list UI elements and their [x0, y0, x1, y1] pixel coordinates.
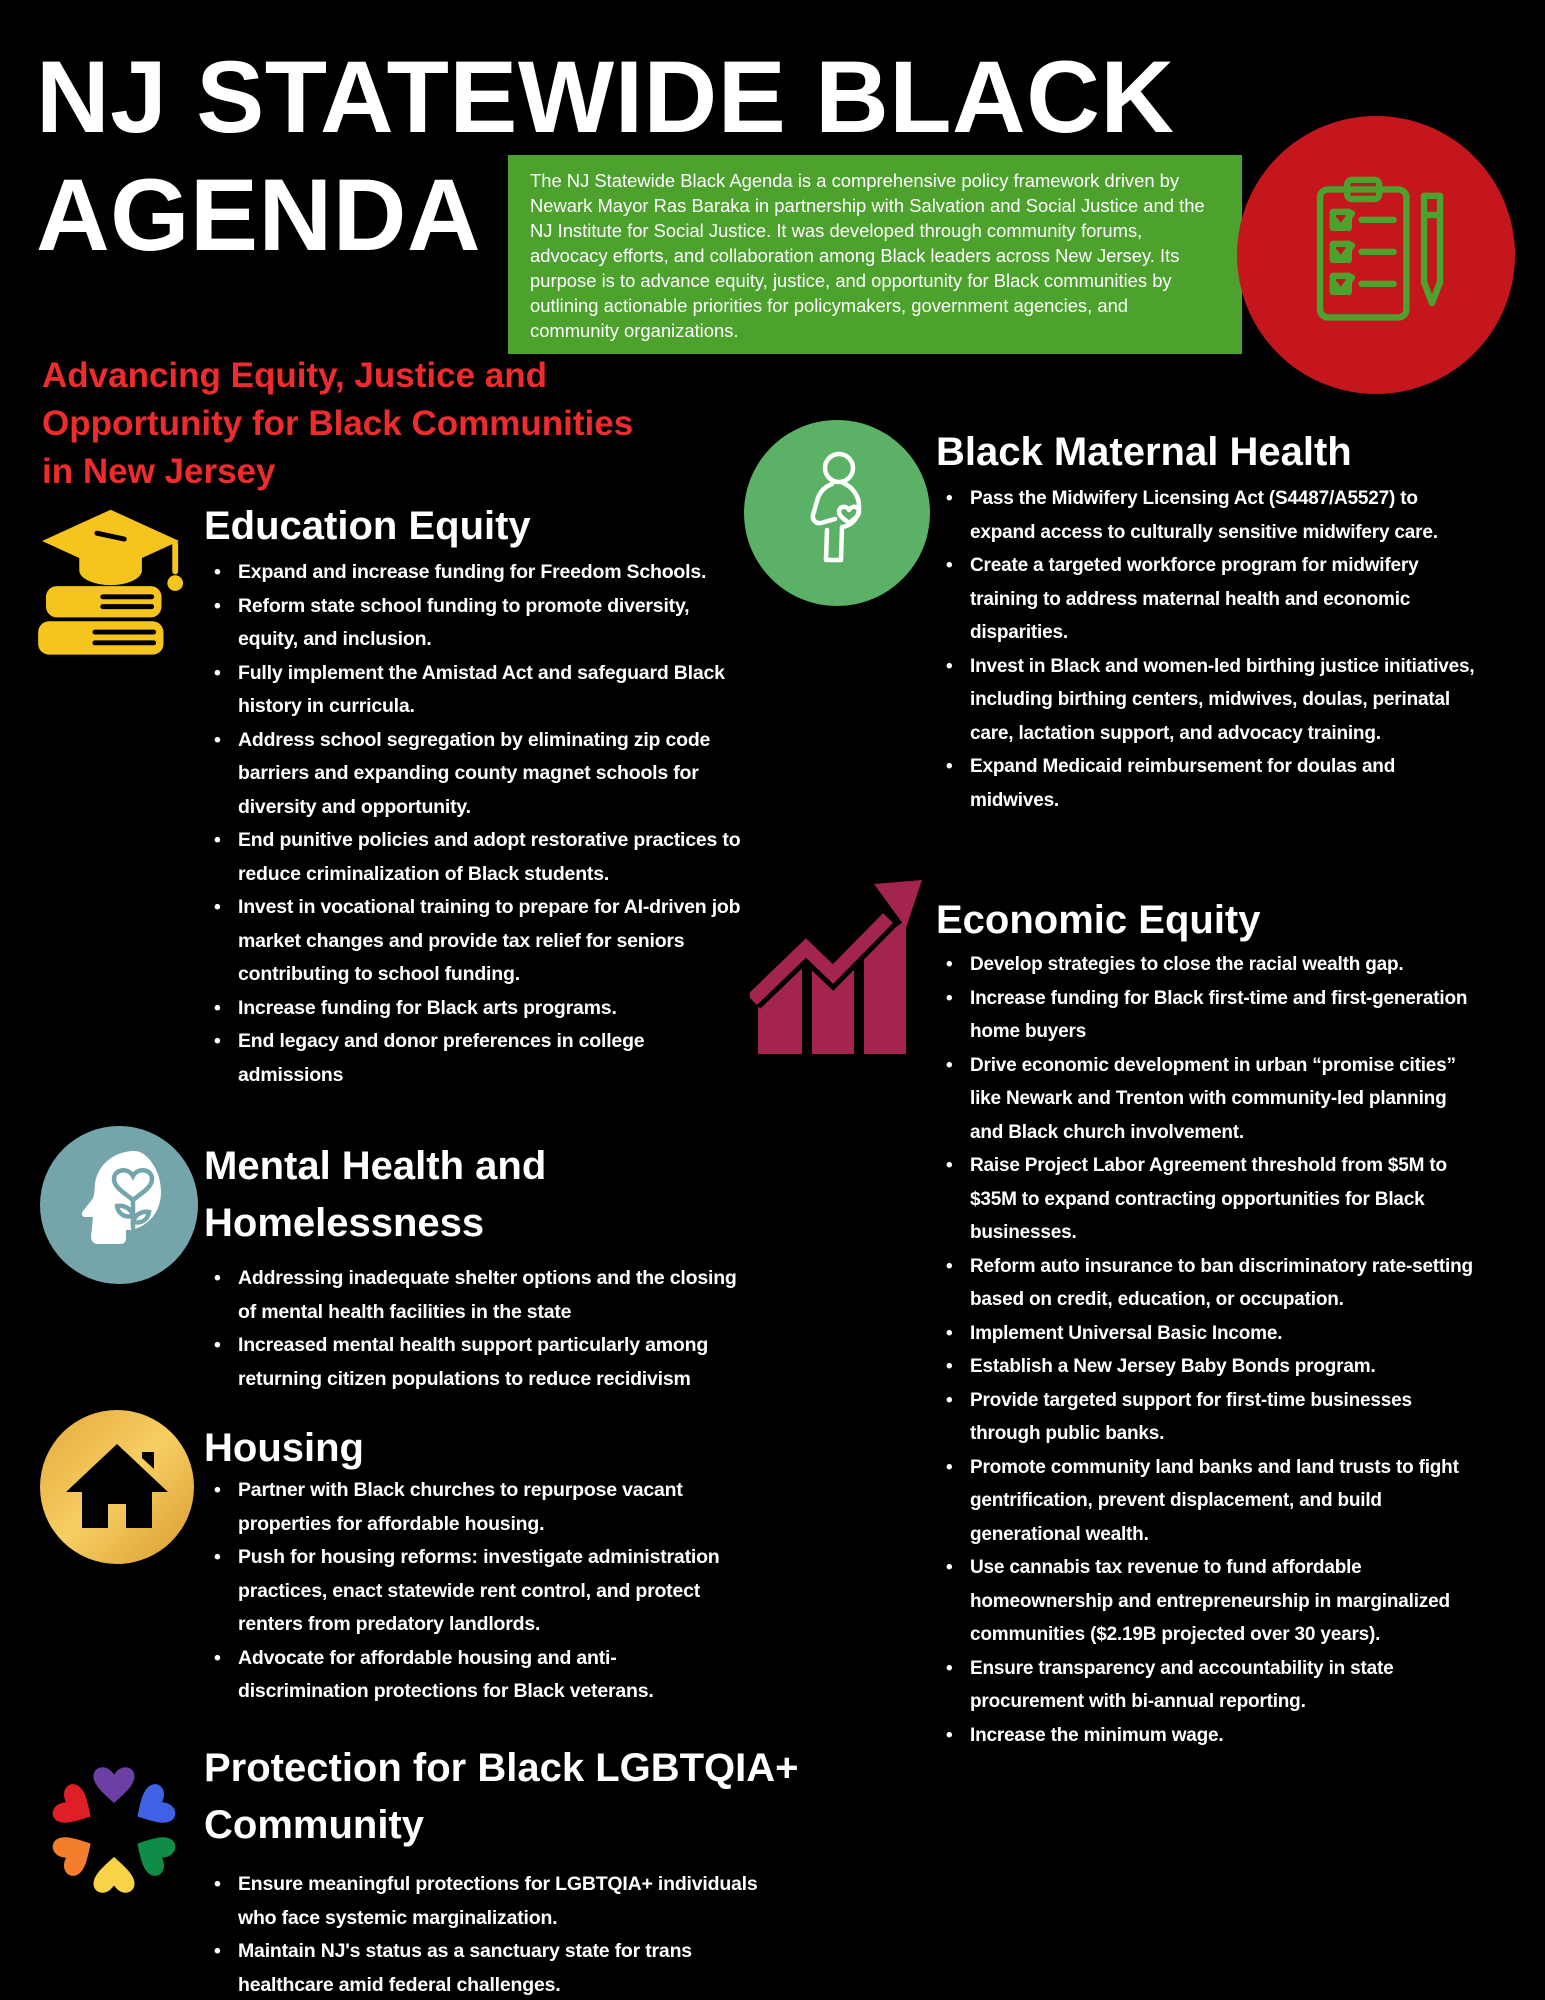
section-bullets-housing [204, 1474, 744, 1709]
bullet-item: • Ensure transparency and accountability in state procurement with bi-annual reporting. [936, 1652, 1481, 1719]
bullet-item: • Reform auto insurance to ban discriminatory rate-setting based on credit, education, or occupation. [936, 1250, 1481, 1317]
section-title-economic-equity: Economic Equity [936, 898, 1261, 942]
bullet-item: • Partner with Black churches to repurpose vacant properties for affordable housing. [204, 1474, 744, 1541]
section-bullets-lgbtqia [204, 1868, 764, 2000]
bullet-item: • Address school segregation by eliminating zip code barriers and expanding county magnet schools for diversity and opportunity. [204, 724, 744, 825]
section-title-mental-health: Mental Health and Homelessness [204, 1144, 547, 1245]
bullet-item: • Increased mental health support particularly among returning citizen populations to reduce recidivism [204, 1329, 744, 1396]
bullet-item: • Pass the Midwifery Licensing Act (S4487/A5527) to expand access to culturally sensitive midwifery care. [936, 482, 1481, 549]
house-icon [38, 1408, 196, 1571]
bullet-item: • Drive economic development in urban “promise cities” like Newark and Trenton with community-led planning and Black church involvement. [936, 1049, 1481, 1150]
poster-subtitle: Advancing Equity, Justice and Opportunity for Black Communities in New Jersey [42, 356, 634, 491]
section-bullets-education [204, 556, 744, 1092]
agenda-badge [1237, 116, 1515, 394]
bullet-item: • Invest in Black and women-led birthing justice initiatives, including birthing centers, midwives, doulas, perinatal care, lactation support, and advocacy training. [936, 650, 1481, 751]
bullet-item: • Advocate for affordable housing and anti-discrimination protections for Black veterans. [204, 1642, 744, 1709]
section-title-housing: Housing [204, 1426, 364, 1470]
bullet-item: • Create a targeted workforce program for midwifery training to address maternal health and economic disparities. [936, 549, 1481, 650]
rainbow-hearts-icon [28, 1740, 200, 1925]
bullet-item: • Increase funding for Black first-time and first-generation home buyers [936, 982, 1481, 1049]
clipboard-checklist-icon [1288, 167, 1464, 343]
bullet-item: • Ensure meaningful protections for LGBTQIA+ individuals who face systemic marginalization. [204, 1868, 764, 1935]
graduation-books-icon [34, 496, 196, 687]
section-title-lgbtqia: Protection for Black LGBTQIA+ Community [204, 1746, 799, 1847]
bullet-item: • Expand Medicaid reimbursement for doulas and midwives. [936, 750, 1481, 817]
bullet-item: • Provide targeted support for first-time businesses through public banks. [936, 1384, 1481, 1451]
pregnant-woman-icon [742, 418, 932, 613]
growth-chart-icon [750, 878, 928, 1067]
bullet-item: • Establish a New Jersey Baby Bonds program. [936, 1350, 1481, 1384]
bullet-item: • End punitive policies and adopt restorative practices to reduce criminalization of Black students. [204, 824, 744, 891]
poster-title: NJ STATEWIDE BLACK AGENDA [36, 40, 1175, 273]
bullet-item: • Expand and increase funding for Freedom Schools. [204, 556, 744, 590]
bullet-item: • Maintain NJ's status as a sanctuary state for trans healthcare amid federal challenges. [204, 1935, 764, 2000]
section-title-maternal-health: Black Maternal Health [936, 430, 1352, 474]
bullet-item: • Fully implement the Amistad Act and safeguard Black history in curricula. [204, 657, 744, 724]
bullet-item: • Increase funding for Black arts programs. [204, 992, 744, 1026]
bullet-item: • Promote community land banks and land trusts to fight gentrification, prevent displacement, and build generational wealth. [936, 1451, 1481, 1552]
bullet-item: • Push for housing reforms: investigate administration practices, enact statewide rent control, and protect renters from predatory landlords. [204, 1541, 744, 1642]
section-bullets-mental-health [204, 1262, 744, 1396]
bullet-item: • Addressing inadequate shelter options and the closing of mental health facilities in the state [204, 1262, 744, 1329]
section-bullets-economic-equity [936, 948, 1481, 1752]
bullet-item: • Invest in vocational training to prepare for AI-driven job market changes and provide tax relief for seniors contributing to school funding. [204, 891, 744, 992]
section-bullets-maternal-health [936, 482, 1481, 817]
bullet-item: • Implement Universal Basic Income. [936, 1317, 1481, 1351]
head-heart-icon [40, 1126, 198, 1289]
intro-description: The NJ Statewide Black Agenda is a comprehensive policy framework driven by Newark Mayor Ras Baraka in partnership with Salvation and Social Justice and the NJ Institute for Social Justice. It was developed through community forums, advocacy efforts, and collaboration among Black leaders across New Jersey. Its purpose is to advance equity, justice, and opportunity for Black communities by outlining actionable priorities for policymakers, government agencies, and community organizations. [508, 155, 1242, 354]
bullet-item: • Develop strategies to close the racial wealth gap. [936, 948, 1481, 982]
section-title-education: Education Equity [204, 504, 531, 548]
bullet-item: • Raise Project Labor Agreement threshold from $5M to $35M to expand contracting opportunities for Black businesses. [936, 1149, 1481, 1250]
bullet-item: • Use cannabis tax revenue to fund affordable homeownership and entrepreneurship in marginalized communities ($2.19B projected over 30 years). [936, 1551, 1481, 1652]
bullet-item: • End legacy and donor preferences in college admissions [204, 1025, 744, 1092]
bullet-item: • Reform state school funding to promote diversity, equity, and inclusion. [204, 590, 744, 657]
bullet-item: • Increase the minimum wage. [936, 1719, 1481, 1753]
